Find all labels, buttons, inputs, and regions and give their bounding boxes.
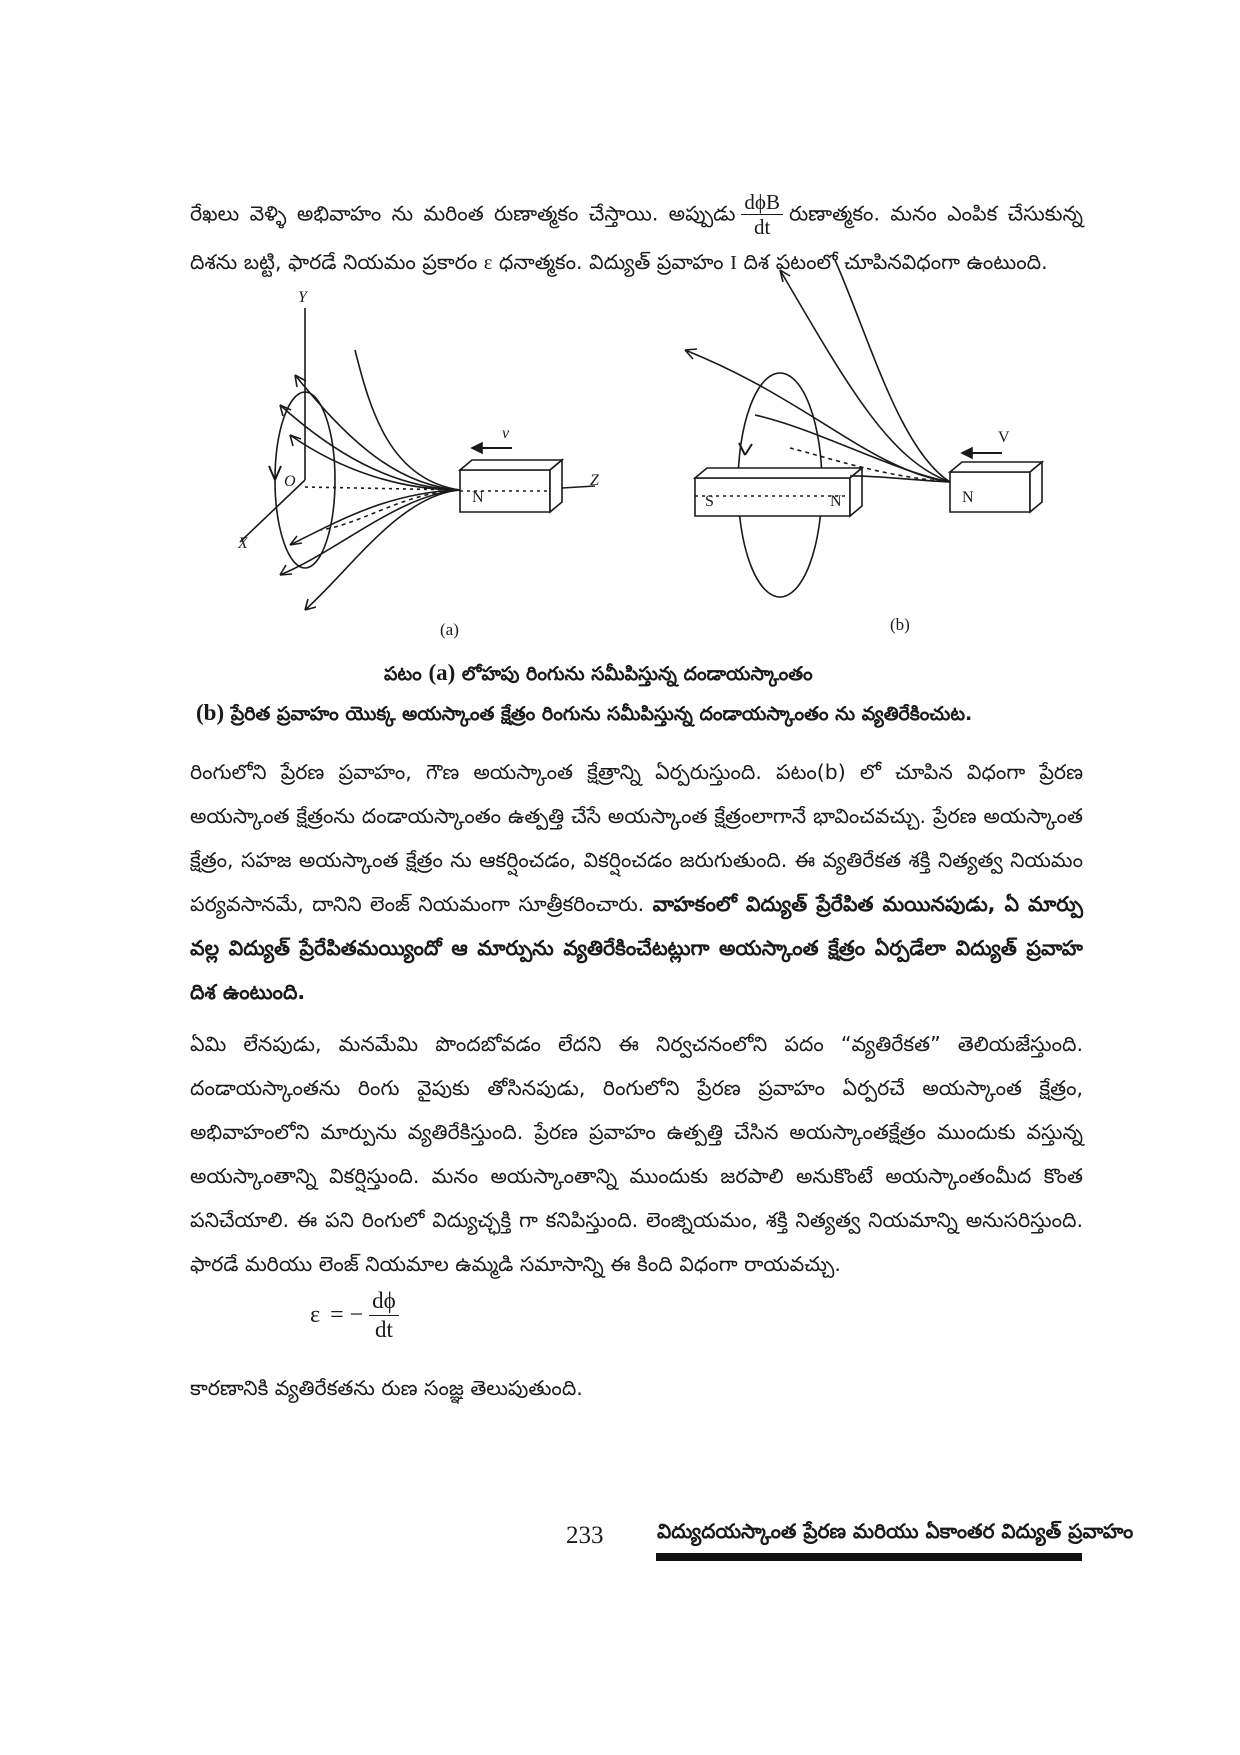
- axis-y-label: Y: [298, 289, 307, 306]
- velocity-arrowhead-b: [962, 448, 972, 458]
- field-line-b: [685, 350, 950, 482]
- caption-prefix: పటం: [384, 663, 422, 685]
- axis-x-label: X: [238, 535, 248, 552]
- lenz-law-statement: వాహకంలో విద్యుత్ ప్రేరేపిత మయినపుడు, ఏ మార్పు వల్ల విద్యుత్ ప్రేరేపితమయ్యిందో ఆ మార్పును వ్యతిరేకించేటట్లుగా అయస్కాంత క్షేత్రం ఏర్పడేలా విద్యుత్ ప్రవాహ దిశ ఉంటుంది.: [190, 892, 1083, 1004]
- field-line-a: [320, 490, 460, 530]
- velocity-b-label: V: [998, 429, 1010, 446]
- figure-caption-line1: [384, 660, 813, 690]
- magnet-ring-figure: [238, 280, 1050, 650]
- field-line-a: [355, 350, 460, 490]
- field-line-b: [780, 270, 950, 482]
- negative-sign-paragraph: కారణానికి వ్యతిరేకతను రుణ సంజ్ఞ తెలుపుతుంది.: [190, 1376, 583, 1400]
- caption-label-b: (b): [196, 700, 225, 725]
- emf-symbol: ε: [483, 252, 493, 274]
- formula-denominator: dt: [375, 1317, 393, 1342]
- flux-derivative-denominator: dt: [754, 215, 771, 239]
- flux-derivative-fraction: [741, 190, 783, 239]
- velocity-a-label: v: [502, 425, 510, 442]
- axis-z-label: Z: [590, 472, 599, 489]
- figure-b-label: (b): [890, 615, 910, 634]
- figure-a-label: (a): [440, 620, 459, 639]
- lenz-paragraph-text: రింగులోని ప్రేరణ ప్రవాహం, గౌణ అయస్కాంత క్షేత్రాన్ని ఏర్పరుస్తుంది. పటం(b) లో చూపిన విధంగా ప్రేరణ అయస్కాంత క్షేత్రంను దండాయస్కాంతం ఉత్పత్తి చేసే అయస్కాంత క్షేత్రంలాగానే భావించవచ్చు. ప్రేరణ అయస్కాంత క్షేత్రం, సహజ అయస్కాంత క్షేత్రం ను ఆకర్షించడం, వికర్షించడం జరుగుతుంది. ఈ వ్యతిరేకత శక్తి నిత్యత్వ నియమం పర్యవసానమే, దానిని లెంజ్ నియమంగా సూత్రీకరించారు.: [190, 760, 1083, 916]
- field-line-a: [290, 490, 460, 545]
- magnet-a-n-label: N: [472, 489, 484, 506]
- origin-label: O: [284, 473, 296, 490]
- field-line-a: [295, 375, 460, 490]
- figure-caption-line2: [196, 700, 972, 730]
- figure-a: [240, 308, 595, 610]
- opposition-paragraph: ఏమి లేనపుడు, మనమేమి పొందబోవడం లేదని ఈ నిర్వచనంలోని పదం “వ్యతిరేకత” తెలియజేస్తుంది. దండాయస్కాంతను రింగు వైపుకు తోసినపుడు, రింగులోని ప్రేరణ ప్రవాహం ఏర్పరచే అయస్కాంత క్షేత్రం, అభివాహంలోని మార్పును వ్యతిరేకిస్తుంది. ప్రేరణ ప్రవాహం ఉత్పత్తి చేసిన అయస్కాంతక్షేత్రం ముందుకు వస్తున్న అయస్కాంతాన్ని వికర్షిస్తుంది. మనం అయస్కాంతాన్ని ముందుకు జరపాలి అనుకొంటే అయస్కాంతంమీద కొంత పనిచేయాలి. ఈ పని రింగులో విద్యుచ్ఛక్తి గా కనిపిస్తుంది. లెంజ్నియమం, శక్తి నిత్యత్వ నియమాన్ని అనుసరిస్తుంది. ఫారడే మరియు లెంజ్ నియమాల ఉమ్మడి సమాసాన్ని ఈ కింది విధంగా రాయవచ్చు.: [190, 1032, 1083, 1276]
- velocity-arrowhead-a: [472, 443, 482, 453]
- formula-emf: ε: [310, 1302, 321, 1328]
- field-line-a: [290, 435, 460, 490]
- current-symbol: I: [730, 252, 737, 274]
- caption-text-a: లోహపు రింగును సమీపిస్తున్న దండాయస్కాంతం: [461, 663, 813, 685]
- formula-fraction: [369, 1287, 399, 1344]
- lenz-paragraph: [190, 750, 1083, 1014]
- caption-label-a: (a): [428, 660, 456, 685]
- faraday-lenz-formula: [310, 1287, 405, 1344]
- field-line-a: [280, 490, 460, 575]
- intro-paragraph: [190, 190, 1083, 286]
- figure-b: [685, 260, 1042, 597]
- flux-derivative-numerator: dϕB: [741, 190, 783, 215]
- page-number: 233: [566, 1522, 604, 1549]
- caption-text-b: ప్రేరిత ప్రవాహం యొక్క అయస్కాంత క్షేత్రం రింగును సమీపిస్తున్న దండాయస్కాంతం ను వ్యతిరేకించుట.: [230, 703, 973, 725]
- formula-equals-minus: = −: [330, 1302, 364, 1328]
- magnet-b2-n-label: N: [962, 489, 974, 506]
- intro-line1-before: రేఖలు వెళ్ళి అభివాహం ను మరింత రుణాత్మకం చేస్తాయి. అప్పుడు: [190, 201, 736, 226]
- intro-rest-end: దిశ పటంలో చూపినవిధంగా ఉంటుంది.: [743, 250, 1048, 274]
- footer-rule: [656, 1553, 1082, 1561]
- intro-rest-mid: ధనాత్మకం. విద్యుత్ ప్రవాహం: [498, 250, 724, 274]
- chapter-title: విద్యుదయస్కాంత ప్రేరణ మరియు ఏకాంతర విద్యుత్ ప్రవాహం: [657, 1519, 1134, 1543]
- magnet-b-n-label: N: [830, 493, 842, 510]
- formula-numerator: dϕ: [369, 1287, 399, 1316]
- ring-current-arrow-b: [739, 443, 752, 455]
- field-line-a: [280, 405, 460, 490]
- magnet-b-s-label: S: [705, 493, 714, 510]
- intro-line1-after: రుణాత్మకం. మనం ఎంపిక చేసుకున్న: [788, 201, 1083, 226]
- intro-rest-before-eps: దిశను బట్టి, ఫారడే నియమం ప్రకారం: [190, 250, 478, 274]
